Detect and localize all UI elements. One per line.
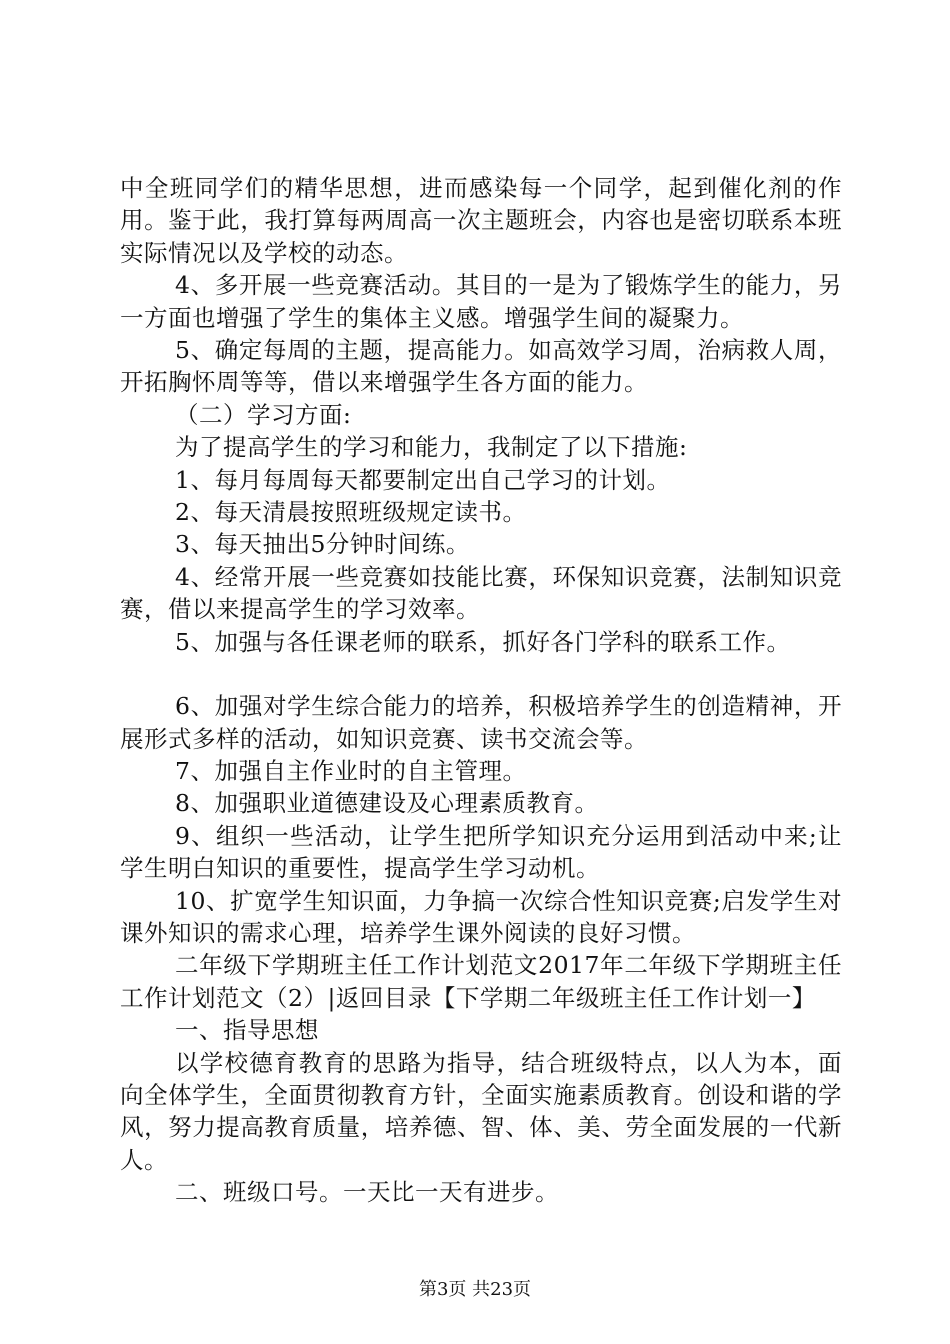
paragraph: 二年级下学期班主任工作计划范文2017年二年级下学期班主任工作计划范文（2）|返回目录【下学期二年级班主任工作计划一】 [120,951,842,1012]
paragraph: 7、加强自主作业时的自主管理。 [175,756,527,785]
paragraph: （二）学习方面: [175,400,352,429]
paragraph: 5、加强与各任课老师的联系，抓好各门学科的联系工作。 [175,627,791,656]
paragraph: 5、确定每周的主题，提高能力。如高效学习周，治病救人周，开拓胸怀周等等，借以来增强学生各方面的能力。 [120,336,842,397]
document-body [120,172,842,1209]
paragraph-gap [120,658,842,690]
paragraph: 为了提高学生的学习和能力，我制定了以下措施: [175,433,688,462]
paragraph: 4、多开展一些竞赛活动。其目的一是为了锻炼学生的能力，另一方面也增强了学生的集体主义感。增强学生间的凝聚力。 [120,271,842,332]
paragraph: 6、加强对学生综合能力的培养，积极培养学生的创造精神，开展形式多样的活动，如知识竞赛、读书交流会等。 [120,692,842,753]
paragraph: 2、每天清晨按照班级规定读书。 [175,498,527,527]
paragraph: 10、扩宽学生知识面，力争搞一次综合性知识竞赛;启发学生对课外知识的需求心理，培养学生课外阅读的良好习惯。 [120,886,842,947]
paragraph: 8、加强职业道德建设及心理素质教育。 [175,789,599,818]
paragraph: 4、经常开展一些竞赛如技能比赛，环保知识竞赛，法制知识竞赛，借以来提高学生的学习效率。 [120,562,842,624]
paragraph: 二、班级口号。一天比一天有进步。 [175,1178,559,1207]
paragraph: 以学校德育教育的思路为指导，结合班级特点，以人为本，面向全体学生，全面贯彻教育方针，全面实施素质教育。创设和谐的学风，努力提高教育质量，培养德、智、体、美、劳全面发展的一代新人。 [120,1048,842,1174]
paragraph: 中全班同学们的精华思想，进而感染每一个同学，起到催化剂的作用。鉴于此，我打算每两周高一次主题班会，内容也是密切联系本班实际情况以及学校的动态。 [120,174,842,267]
paragraph: 3、每天抽出5分钟时间练。 [175,530,470,559]
paragraph: 一、指导思想 [175,1016,319,1045]
paragraph: 9、组织一些活动，让学生把所学知识充分运用到活动中来;让学生明白知识的重要性，提高学生学习动机。 [120,821,842,883]
page-footer: 第3页 共23页 [418,1279,532,1300]
paragraph: 1、每月每周每天都要制定出自己学习的计划。 [175,465,671,494]
